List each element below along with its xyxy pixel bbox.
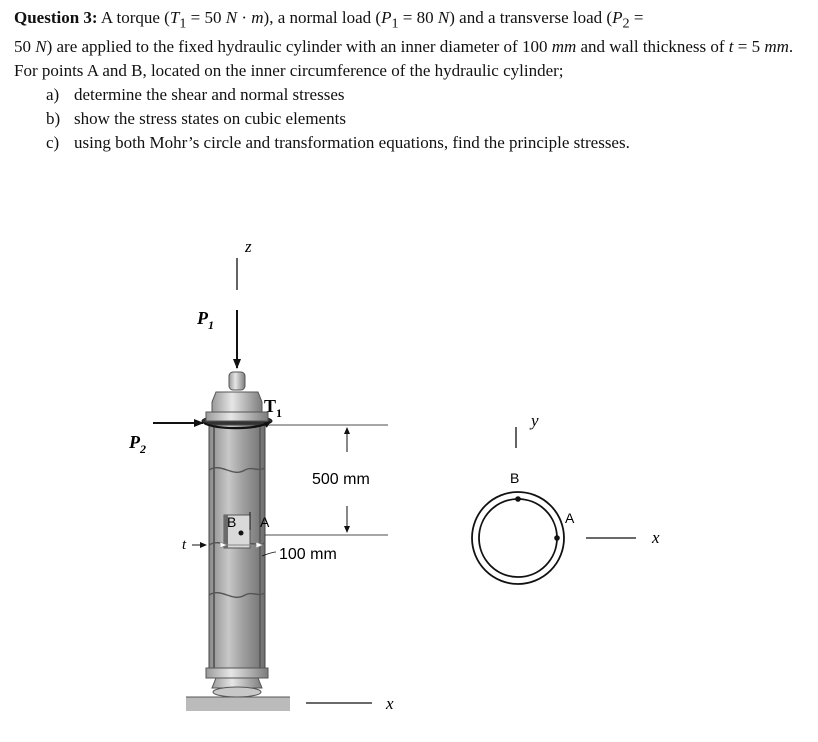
question-heading: Question 3: [14, 8, 98, 27]
section-outer-circle [472, 492, 564, 584]
q-text-1: A torque ( [100, 8, 170, 27]
q-unit-n3: N [35, 37, 47, 57]
z-axis-label: z [245, 237, 252, 256]
t1-label: $T_1$ [264, 396, 283, 420]
x-axis-label: x [386, 694, 394, 713]
p2-load [128, 423, 203, 456]
q-unit-mm2: mm [764, 37, 789, 57]
point-a-label: A [260, 514, 270, 530]
q-text-4: ), a normal load ( [263, 8, 382, 27]
q-text-5: = 80 [398, 8, 438, 27]
z-axis [237, 237, 252, 290]
q-var-t1: T [169, 8, 180, 27]
q-text-6: ) and a transverse load ( [449, 8, 613, 27]
cross-section [472, 411, 660, 584]
q-unit-n2: N [437, 8, 450, 27]
ground [186, 697, 290, 711]
top-cap [212, 392, 262, 412]
q-text-7: = [629, 8, 644, 27]
x-axis-ground [306, 694, 394, 713]
q-text-8: 50 [14, 37, 36, 57]
section-a-label: A [565, 510, 575, 526]
part-a-label: a) [46, 85, 60, 105]
section-b-label: B [510, 470, 520, 486]
section-inner-circle [479, 499, 557, 577]
dim-500-label: 500 mm [312, 471, 370, 488]
flange-top [206, 412, 268, 421]
section-point-a [554, 535, 560, 541]
q-var-p2-sub: 2 [622, 15, 630, 32]
section-y-label: y [531, 411, 539, 430]
q-var-p1-sub: 1 [391, 15, 399, 32]
q-var-p1: P [381, 8, 392, 27]
section-point-b [515, 496, 521, 502]
q-text-3: · [237, 8, 252, 27]
thickness-marker [182, 537, 206, 553]
cylinder-barrel [209, 425, 265, 673]
section-x-label: x [652, 528, 660, 547]
q-unit-n: N [225, 8, 238, 27]
q-var-t1-sub: 1 [179, 15, 187, 32]
dimension-500 [265, 425, 388, 535]
q-var-t: t [728, 37, 734, 57]
t-label: t [182, 537, 187, 553]
bottom-base [213, 687, 261, 697]
flange-bottom [206, 668, 268, 678]
part-c-text: using both Mohr’s circle and transformation equations, find the principle stresses. [74, 133, 630, 153]
q-text-12: . For points A and B, located on the inner circumference of the hydraulic cylinder; [14, 37, 794, 81]
rod-knob [229, 372, 245, 390]
q-text-9: ) are applied to the fixed hydraulic cylinder with an inner diameter of 100 [46, 37, 552, 57]
p2-label: $P_2$ [129, 432, 146, 456]
point-b-marker [239, 531, 244, 536]
p1-label: $P_1$ [197, 308, 214, 332]
q-unit-mm: mm [551, 37, 577, 57]
part-b-label: b) [46, 109, 61, 129]
q-text-10: and wall thickness of [576, 37, 729, 57]
dim-100-label: 100 mm [279, 546, 337, 563]
part-a-text: determine the shear and normal stresses [74, 85, 345, 105]
q-text-11: = 5 [733, 37, 765, 57]
q-text-2: = 50 [186, 8, 226, 27]
part-c-label: c) [46, 133, 60, 153]
q-var-p2: P [612, 8, 623, 27]
q-unit-m: m [251, 8, 264, 27]
p1-load [196, 308, 237, 368]
part-b-text: show the stress states on cubic elements [74, 109, 346, 129]
point-b-label: B [227, 514, 237, 530]
